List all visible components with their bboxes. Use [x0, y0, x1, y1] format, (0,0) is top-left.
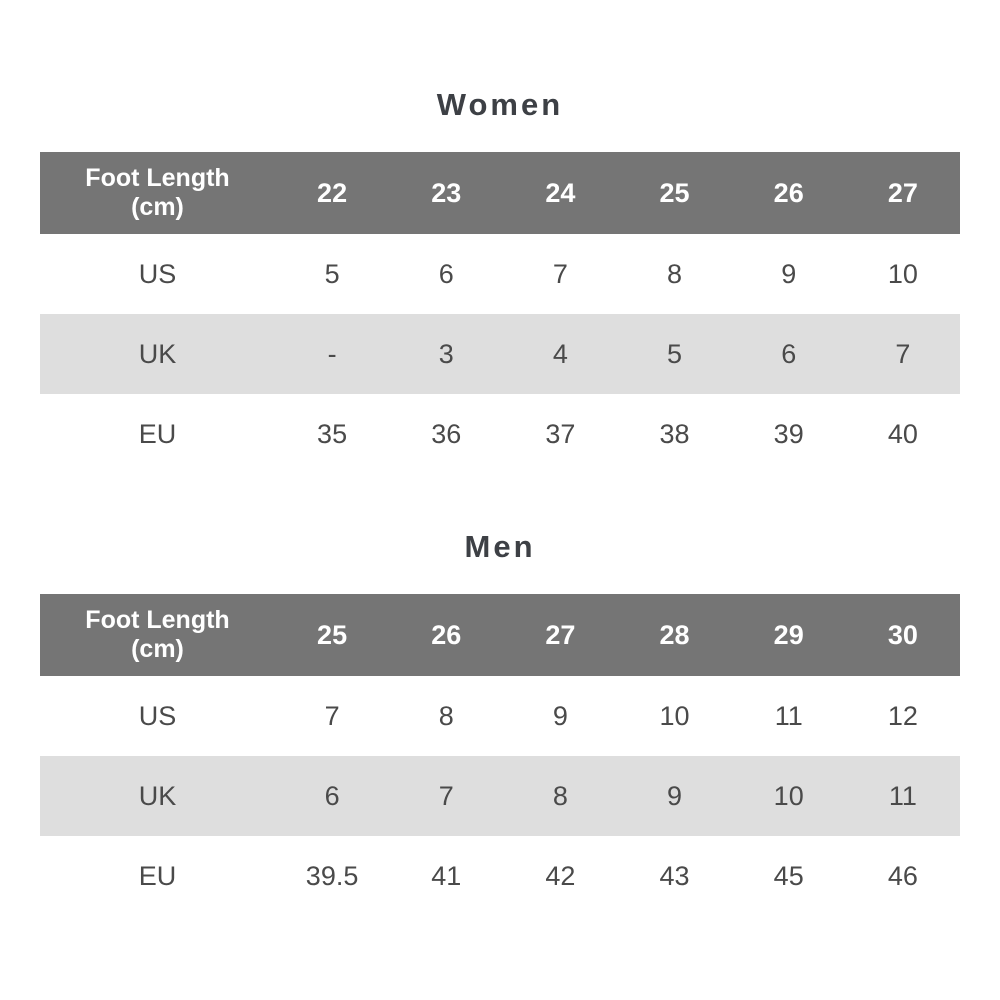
women-title: Women — [436, 87, 564, 122]
size-cell: 46 — [887, 860, 918, 891]
size-cell: 11 — [774, 700, 803, 731]
size-cell: 38 — [659, 418, 690, 449]
row-label: UK — [138, 780, 177, 811]
size-cell: 6 — [324, 780, 340, 811]
size-cell: 45 — [773, 860, 804, 891]
size-cell: 40 — [887, 418, 918, 449]
men-uk-row — [40, 756, 960, 836]
men-us-row — [40, 676, 960, 756]
size-cell: 6 — [438, 258, 454, 289]
women-uk-row — [40, 314, 960, 394]
size-cell: 7 — [552, 258, 568, 289]
size-cell: 39 — [773, 418, 804, 449]
women-header-size: 25 — [659, 177, 690, 208]
size-cell: 10 — [659, 700, 690, 731]
row-label: US — [138, 700, 177, 731]
women-size-table — [40, 152, 960, 474]
size-cell: 9 — [781, 258, 797, 289]
men-header-row — [40, 594, 960, 676]
size-cell: 36 — [431, 418, 462, 449]
men-title: Men — [464, 529, 536, 564]
section-men — [0, 474, 1000, 916]
men-header-foot-length — [40, 594, 275, 676]
women-header-size: 26 — [773, 177, 804, 208]
size-cell: 37 — [545, 418, 576, 449]
row-label: EU — [138, 860, 177, 891]
women-header-row — [40, 152, 960, 234]
foot-length-line1: Foot Length — [85, 163, 230, 192]
women-us-row — [40, 234, 960, 314]
row-label: EU — [138, 418, 177, 449]
size-cell: 8 — [438, 700, 454, 731]
men-eu-row — [40, 836, 960, 916]
size-cell: 9 — [552, 700, 568, 731]
size-cell: 11 — [888, 780, 917, 811]
foot-length-line1: Foot Length — [85, 605, 230, 634]
men-header-size: 29 — [773, 619, 804, 650]
row-label: US — [138, 258, 177, 289]
size-cell: 8 — [667, 258, 683, 289]
size-cell: 5 — [324, 258, 340, 289]
women-header-size: 24 — [545, 177, 576, 208]
size-cell: 42 — [545, 860, 576, 891]
foot-length-line2: (cm) — [131, 193, 184, 221]
size-cell: 6 — [781, 338, 797, 369]
men-header-size: 25 — [317, 619, 348, 650]
size-cell: 5 — [667, 338, 683, 369]
men-header-size: 28 — [659, 619, 690, 650]
size-cell: 43 — [659, 860, 690, 891]
foot-length-line2: (cm) — [131, 635, 184, 663]
size-cell: 41 — [431, 860, 462, 891]
men-header-size: 30 — [887, 619, 918, 650]
women-header-size: 23 — [431, 177, 462, 208]
size-cell: 9 — [667, 780, 683, 811]
women-header-foot-length — [40, 152, 275, 234]
size-cell: 12 — [887, 700, 918, 731]
size-cell: 7 — [438, 780, 454, 811]
section-women — [0, 0, 1000, 474]
men-header-size: 26 — [431, 619, 462, 650]
size-cell: 7 — [895, 338, 911, 369]
men-size-table — [40, 594, 960, 916]
size-cell: - — [327, 338, 337, 369]
women-header-size: 27 — [887, 177, 918, 208]
row-label: UK — [138, 338, 177, 369]
size-cell: 10 — [887, 258, 918, 289]
size-cell: 7 — [324, 700, 340, 731]
women-header-size: 22 — [317, 177, 348, 208]
size-cell: 8 — [552, 780, 568, 811]
women-eu-row — [40, 394, 960, 474]
men-header-size: 27 — [545, 619, 576, 650]
size-cell: 35 — [317, 418, 348, 449]
size-cell: 39.5 — [305, 860, 359, 891]
size-cell: 3 — [438, 338, 454, 369]
size-cell: 4 — [552, 338, 568, 369]
size-cell: 10 — [773, 780, 804, 811]
